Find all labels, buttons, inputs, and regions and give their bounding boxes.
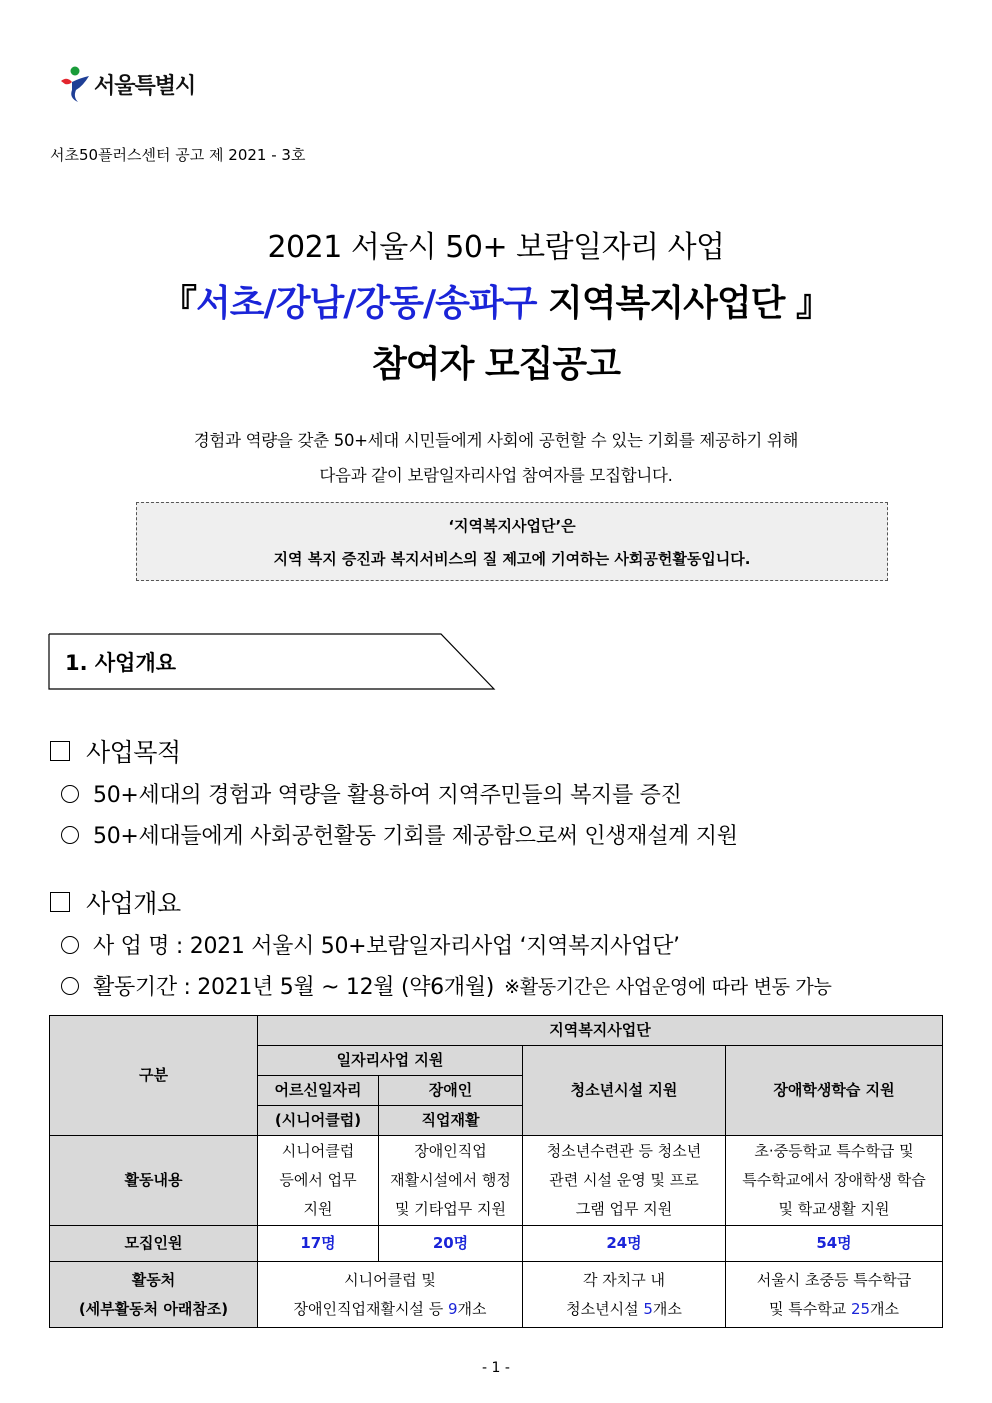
header-student: 장애학생학습 지원 [726,1046,943,1136]
row-recruit-label: 모집인원 [50,1226,258,1262]
recruit-student: 54명 [726,1226,943,1262]
checkbox-icon [50,741,70,761]
overview-heading [50,884,181,920]
title-line-2 [0,275,992,326]
purpose-item-1: 50+세대의 경험과 역량을 활용하여 지역주민들의 복지를 증진 [93,783,682,808]
table-row [50,1226,943,1262]
overview-item-2: 활동기간 : 2021년 5월 ~ 12월 (약6개월) [93,975,495,1000]
row-place-label-l2: (세부활동처 아래참조) [78,1299,229,1318]
place-job-unit: 개소 [457,1299,487,1318]
purpose-item-2: 50+세대들에게 사회공헌활동 기회를 제공함으로써 인생재설계 지원 [93,824,738,849]
title-line-3: 참여자 모집공고 [372,344,620,385]
activity-disabled-line: 및 기타업무 지원 [395,1200,506,1218]
place-student-text: 및 특수학교 [768,1299,851,1318]
overview-item-1: 사 업 명 : 2021 서울시 50+보람일자리사업 ‘지역복지사업단’ [93,934,680,959]
title-bracket-open: 『 [161,283,197,324]
seoul-emblem-icon [58,64,92,104]
circle-bullet-icon [61,785,79,803]
place-youth-text: 청소년시설 [566,1299,644,1318]
place-youth-unit: 개소 [652,1299,682,1318]
place-student-unit: 개소 [870,1299,900,1318]
checkbox-icon [50,892,70,912]
logo-text: 서울특별시 [94,73,196,99]
place-job-count: 9 [447,1299,458,1318]
notice-number: 서초50플러스센터 공고 제 2021 - 3호 [50,146,306,164]
list-item [61,970,832,1001]
activity-disabled [379,1136,523,1226]
place-job-text: 장애인직업재활시설 등 [293,1299,448,1318]
row-place-label [50,1262,258,1328]
place-youth-l2 [523,1295,725,1324]
intro-line-2: 다음과 같이 보람일자리사업 참여자를 모집합니다. [319,466,673,485]
circle-bullet-icon [61,826,79,844]
page-number: - 1 - [482,1360,510,1376]
title-program: 지역복지사업단 』 [536,283,831,324]
highlight-box [136,502,888,581]
activity-youth [523,1136,726,1226]
activity-senior [258,1136,379,1226]
circle-bullet-icon [61,936,79,954]
place-youth-count: 5 [643,1299,653,1318]
place-student-l1: 서울시 초중등 특수학급 [756,1270,912,1289]
list-item [61,929,680,960]
activity-disabled-line: 재활시설에서 행정 [390,1171,511,1189]
place-youth-l1: 각 자치구 내 [583,1270,665,1289]
header-group: 지역복지사업단 [258,1016,943,1046]
header-disabled-l2: 직업재활 [379,1106,523,1136]
activity-senior-line: 지원 [303,1200,333,1218]
purpose-heading-text: 사업목적 [86,738,181,767]
activity-senior-line: 시니어클럽 [281,1142,355,1160]
row-activity-label: 활동내용 [50,1136,258,1226]
section-title: 1. 사업개요 [65,651,177,675]
recruit-disabled: 20명 [379,1226,523,1262]
place-youth [523,1262,726,1328]
activity-student-line: 특수학교에서 장애학생 학습 [742,1171,926,1189]
highlight-line-1: ‘지역복지사업단’은 [448,517,576,535]
row-place-label-l1: 활동처 [131,1270,176,1289]
place-student-count: 25 [850,1299,871,1318]
activity-student-line: 초·중등학교 특수학급 및 [754,1142,914,1160]
activity-student [726,1136,943,1226]
overview-heading-text: 사업개요 [86,889,181,918]
header-job-support: 일자리사업 지원 [258,1046,523,1076]
title-districts: 서초/강남/강동/송파구 [196,283,537,324]
overview-table [49,1015,943,1328]
list-item [61,778,682,809]
header-youth: 청소년시설 지원 [523,1046,726,1136]
table-row [50,1262,943,1328]
activity-disabled-line: 장애인직업 [414,1142,487,1160]
header-senior-l2: (시니어클럽) [258,1106,379,1136]
section-header [48,633,496,691]
list-item [61,819,738,850]
activity-senior-line: 등에서 업무 [279,1171,357,1189]
intro-line-1: 경험과 역량을 갖춘 50+세대 시민들에게 사회에 공헌할 수 있는 기회를 제공하기 위해 [193,431,799,450]
recruit-youth: 24명 [523,1226,726,1262]
seoul-logo [58,64,195,104]
header-senior-l1: 어르신일자리 [258,1076,379,1106]
place-student-l2 [726,1295,942,1324]
activity-student-line: 및 학교생활 지원 [778,1200,890,1218]
place-student [726,1262,943,1328]
place-job-l2 [258,1295,522,1324]
title-line-1: 2021 서울시 50+ 보람일자리 사업 [267,230,725,265]
place-job-l1: 시니어클럽 및 [344,1270,436,1289]
recruit-senior: 17명 [258,1226,379,1262]
overview-item-2-note: ※활동기간은 사업운영에 따라 변동 가능 [504,976,832,998]
circle-bullet-icon [61,977,79,995]
activity-youth-line: 그램 업무 지원 [575,1200,673,1218]
header-disabled-l1: 장애인 [379,1076,523,1106]
place-job [258,1262,523,1328]
activity-youth-line: 관련 시설 운영 및 프로 [549,1171,699,1189]
activity-youth-line: 청소년수련관 등 청소년 [546,1142,702,1160]
highlight-line-2: 지역 복지 증진과 복지서비스의 질 제고에 기여하는 사회공헌활동입니다. [273,550,751,568]
table-row [50,1136,943,1226]
header-category: 구분 [50,1016,258,1136]
purpose-heading [50,733,181,769]
